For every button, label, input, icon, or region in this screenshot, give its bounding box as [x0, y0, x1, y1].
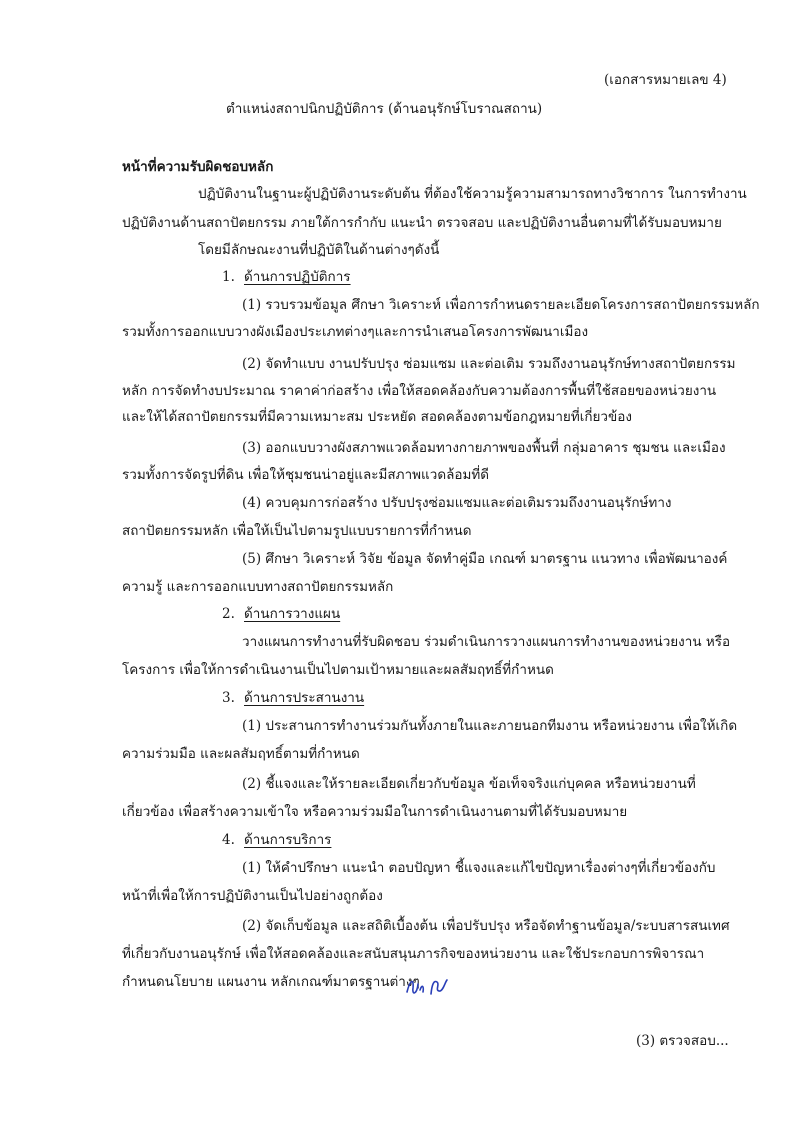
section-title: ด้านการบริการ	[244, 832, 332, 848]
section-number: 1.	[222, 269, 235, 285]
item-line: หลัก การจัดทำงบประมาณ ราคาค่าก่อสร้าง เพื่อให้สอดคล้องกับความต้องการพื้นที่ใช้สอยของหน่วยงาน	[122, 383, 717, 399]
item-line: ที่เกี่ยวกับงานอนุรักษ์ เพื่อให้สอดคล้องและสนับสนุนภารกิจของหน่วยงาน และใช้ประกอบการพิจารณา	[122, 946, 705, 962]
main-heading: หน้าที่ความรับผิดชอบหลัก	[122, 159, 274, 175]
document-number: (เอกสารหมายเลข 4)	[604, 72, 727, 88]
section-title: ด้านการประสานงาน	[244, 690, 365, 706]
section-number: 4.	[222, 832, 235, 848]
item-line: และให้ได้สถาปัตยกรรมที่มีความเหมาะสม ประหยัด สอดคล้องตามข้อกฎหมายที่เกี่ยวข้อง	[122, 409, 632, 425]
intro-line-3: โดยมีลักษณะงานที่ปฏิบัติในด้านต่างๆดังนี้	[198, 242, 440, 258]
section-title: ด้านการวางแผน	[244, 606, 341, 622]
section-title: ด้านการปฏิบัติการ	[244, 269, 351, 285]
item-line: รวมทั้งการออกแบบวางผังเมืองประเภทต่างๆและการนำเสนอโครงการพัฒนาเมือง	[122, 324, 589, 340]
intro-line-1: ปฏิบัติงานในฐานะผู้ปฏิบัติงานระดับต้น ที่ต้องใช้ความรู้ความสามารถทางวิชาการ ในการทำงาน	[198, 186, 747, 202]
section-number: 2.	[222, 606, 235, 622]
item-line: กำหนดนโยบาย แผนงาน หลักเกณฑ์มาตรฐานต่างๆ	[122, 974, 420, 990]
section-heading	[222, 688, 364, 708]
item-line: ความร่วมมือ และผลสัมฤทธิ์ตามที่กำหนด	[122, 746, 360, 762]
section-heading	[222, 267, 351, 287]
item-line: (4) ควบคุมการก่อสร้าง ปรับปรุงซ่อมแซมและต่อเติมรวมถึงงานอนุรักษ์ทาง	[242, 495, 672, 511]
item-line: สถาปัตยกรรมหลัก เพื่อให้เป็นไปตามรูปแบบรายการที่กำหนด	[122, 523, 472, 539]
item-line: โครงการ เพื่อให้การดำเนินงานเป็นไปตามเป้าหมายและผลสัมฤทธิ์ที่กำหนด	[122, 662, 554, 678]
item-line: ความรู้ และการออกแบบทางสถาปัตยกรรมหลัก	[122, 579, 394, 595]
item-line: (3) ออกแบบวางผังสภาพแวดล้อมทางกายภาพของพื้นที่ กลุ่มอาคาร ชุมชน และเมือง	[242, 440, 726, 456]
item-line: เกี่ยวข้อง เพื่อสร้างความเข้าใจ หรือความร่วมมือในการดำเนินงานตามที่ได้รับมอบหมาย	[122, 804, 628, 820]
item-line: (1) ประสานการทำงานร่วมกันทั้งภายในและภายนอกทีมงาน หรือหน่วยงาน เพื่อให้เกิด	[242, 718, 738, 734]
item-line: (1) รวบรวมข้อมูล ศึกษา วิเคราะห์ เพื่อการกำหนดรายละเอียดโครงการสถาปัตยกรรมหลัก	[242, 297, 760, 313]
item-line: (2) จัดทำแบบ งานปรับปรุง ซ่อมแซม และต่อเติม รวมถึงงานอนุรักษ์ทางสถาปัตยกรรม	[242, 356, 736, 372]
item-line: (5) ศึกษา วิเคราะห์ วิจัย ข้อมูล จัดทำคู่มือ เกณฑ์ มาตรฐาน แนวทาง เพื่อพัฒนาองค์	[242, 551, 728, 567]
section-heading	[222, 830, 331, 850]
item-line: หน้าที่เพื่อให้การปฏิบัติงานเป็นไปอย่างถูกต้อง	[122, 888, 383, 904]
item-line: รวมทั้งการจัดรูปที่ดิน เพื่อให้ชุมชนน่าอยู่และมีสภาพแวดล้อมที่ดี	[122, 467, 490, 483]
item-line: วางแผนการทำงานที่รับผิดชอบ ร่วมดำเนินการวางแผนการทำงานของหน่วยงาน หรือ	[242, 634, 731, 650]
handwritten-initials-icon	[404, 970, 450, 1000]
continuation-marker: (3) ตรวจสอบ...	[636, 1033, 729, 1049]
item-line: (2) จัดเก็บข้อมูล และสถิติเบื้องต้น เพื่อปรับปรุง หรือจัดทำฐานข้อมูล/ระบบสารสนเทศ	[242, 918, 730, 934]
item-line: (2) ชี้แจงและให้รายละเอียดเกี่ยวกับข้อมูล ข้อเท็จจริงแก่บุคคล หรือหน่วยงานที่	[242, 776, 696, 792]
item-line: (1) ให้คำปรึกษา แนะนำ ตอบปัญหา ชี้แจงและแก้ไขปัญหาเรื่องต่างๆที่เกี่ยวข้องกับ	[242, 860, 716, 876]
intro-line-2: ปฏิบัติงานด้านสถาปัตยกรรม ภายใต้การกำกับ แนะนำ ตรวจสอบ และปฏิบัติงานอื่นตามที่ได้รับมอบหมาย	[122, 215, 722, 231]
section-number: 3.	[222, 690, 235, 706]
section-heading	[222, 604, 340, 624]
position-title: ตำแหน่งสถาปนิกปฏิบัติการ (ด้านอนุรักษ์โบราณสถาน)	[226, 101, 543, 117]
